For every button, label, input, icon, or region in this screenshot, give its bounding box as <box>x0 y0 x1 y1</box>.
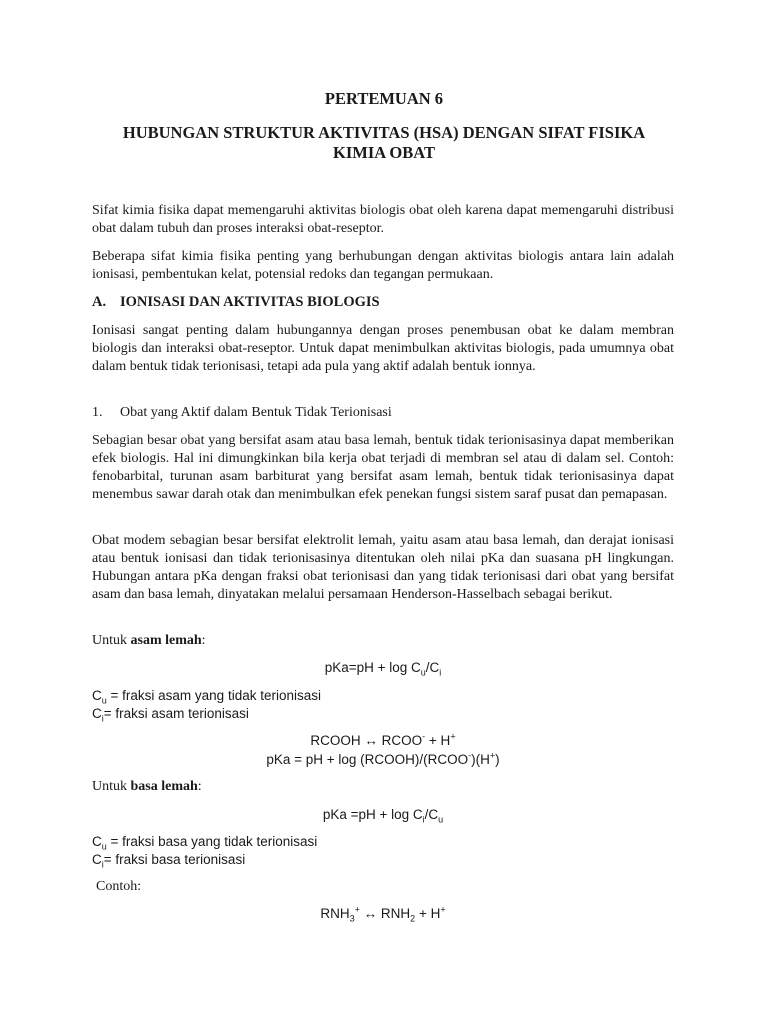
weak-acid-equation: $pKa=pH + \log C_u/C_i$ <box>324 660 442 678</box>
weak-base-reaction: $RNH_3^+$ ↔ $RNH_2 + H^+$ <box>320 904 446 924</box>
weak-acid-term: asam lemah <box>130 633 202 648</box>
weak-base-intro: Untuk basa lemah: <box>92 779 202 794</box>
item-1-heading <box>92 404 392 422</box>
weak-base-equation: pKa $=pH + \log C_i/C_u$ <box>322 807 444 825</box>
paragraph-4: Sebagian besar obat yang bersifat asam atau basa lemah, bentuk tidak terionisasinya dapat memberikan efek biologis. Hal ini dimungkinkan bila kerja obat terjadi di membran sel atau di dalam sel. Contoh: fenobarbital, turunan asam barbiturat yang bersifat asam lemah, bentuk tidak terionisasinya dapat menembus sawar darah otak dan menimbulkan efek penekan fungsi sistem saraf pusat dan pemapasan. <box>92 433 674 502</box>
section-a-title: IONISASI DAN AKTIVITAS BIOLOGIS <box>120 294 380 310</box>
meeting-heading: PERTEMUAN 6 <box>324 89 444 108</box>
section-a-label: A. <box>92 294 107 310</box>
example-label: Contoh: <box>96 879 142 894</box>
item-1-label: 1. <box>92 405 103 420</box>
weak-acid-def-ci: $C_i=$ fraksi asam terionisasi <box>92 706 249 724</box>
paragraph-1: Sifat kimia fisika dapat memengaruhi aktivitas biologis obat oleh karena dapat memengaruhi distribusi obat dalam tubuh dan proses interaksi obat-reseptor. <box>92 203 674 236</box>
weak-base-def-ci: $C_i=$ fraksi basa terionisasi <box>92 852 246 870</box>
paragraph-3: Ionisasi sangat penting dalam hubungannya dengan proses penembusan obat ke dalam membran biologis dan interaksi obat-reseptor. Untuk dapat menimbulkan aktivitas biologis, pada umumnya obat dalam bentuk tidak terionisasi, tetapi ada pula yang aktif adalah bentuk ionnya. <box>92 323 674 374</box>
title-line-1: HUBUNGAN STRUKTUR AKTIVITAS (HSA) DENGAN SIFAT FISIKA <box>122 123 646 142</box>
weak-acid-reaction: RCOOH ↔ RCOO- + H+ <box>310 731 456 748</box>
weak-acid-intro: Untuk asam lemah: <box>92 633 206 648</box>
weak-base-def-cu: $C_u$ = fraksi basa yang tidak terionisasi <box>92 834 318 852</box>
section-a-heading <box>92 293 380 311</box>
title-line-2: KIMIA OBAT <box>333 143 435 162</box>
weak-base-term: basa lemah <box>130 779 198 794</box>
paragraph-2: Beberapa sifat kimia fisika penting yang berhubungan dengan aktivitas biologis antara lain adalah ionisasi, pembentukan kelat, potensial redoks dan tegangan permukaan. <box>92 249 674 282</box>
paragraph-5: Obat modem sebagian besar bersifat elektrolit lemah, yaitu asam atau basa lemah, dan derajat ionisasi atau bentuk ionisasi dan tidak terionisasinya ditentukan oleh nilai pKa dan suasana pH lingkungan. Hubungan antara pKa dengan fraksi obat terionisasi dan yang tidak terionisasi dari obat yang bersifat asam dan basa lemah, dinyatakan melalui persamaan Henderson-Hasselbach sebagai berikut. <box>92 533 674 602</box>
weak-acid-def-cu: $C_u$ = fraksi asam yang tidak terionisasi <box>92 688 321 706</box>
weak-acid-equation-2: pKa = pH + log (RCOOH)/(RCOO-)(H+) <box>266 750 500 767</box>
item-1-title: Obat yang Aktif dalam Bentuk Tidak Terionisasi <box>120 405 392 420</box>
